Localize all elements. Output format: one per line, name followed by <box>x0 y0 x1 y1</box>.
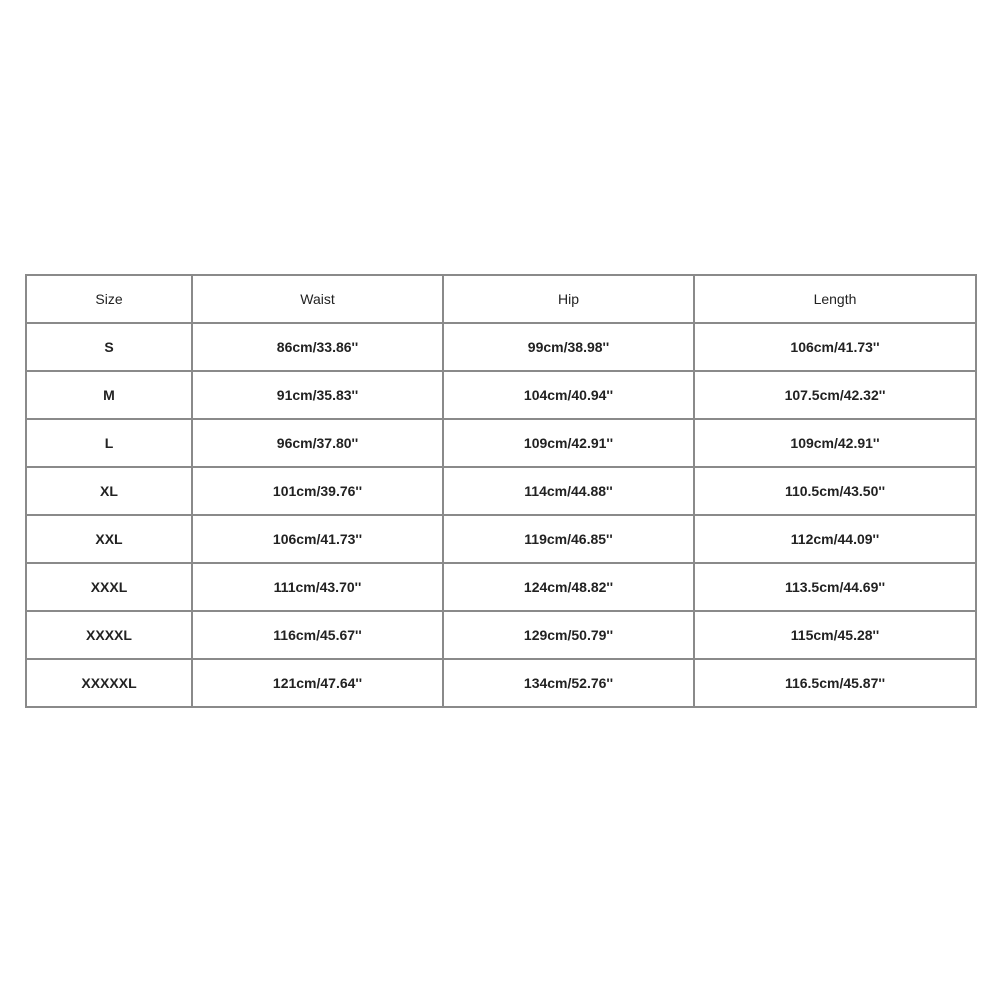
waist-cell: 121cm/47.64'' <box>192 659 443 707</box>
hip-cell: 124cm/48.82'' <box>443 563 694 611</box>
length-cell: 116.5cm/45.87'' <box>694 659 976 707</box>
header-size: Size <box>26 275 192 323</box>
header-length: Length <box>694 275 976 323</box>
table-row <box>26 659 976 707</box>
size-cell: XL <box>26 467 192 515</box>
hip-cell: 134cm/52.76'' <box>443 659 694 707</box>
table-row <box>26 611 976 659</box>
table-row <box>26 563 976 611</box>
waist-cell: 96cm/37.80'' <box>192 419 443 467</box>
size-cell: XXXL <box>26 563 192 611</box>
hip-cell: 104cm/40.94'' <box>443 371 694 419</box>
length-cell: 115cm/45.28'' <box>694 611 976 659</box>
waist-cell: 91cm/35.83'' <box>192 371 443 419</box>
size-cell: S <box>26 323 192 371</box>
hip-cell: 129cm/50.79'' <box>443 611 694 659</box>
size-chart-table <box>25 274 977 708</box>
table-row <box>26 419 976 467</box>
header-row <box>26 275 976 323</box>
size-cell: XXL <box>26 515 192 563</box>
table-row <box>26 323 976 371</box>
hip-cell: 114cm/44.88'' <box>443 467 694 515</box>
header-hip: Hip <box>443 275 694 323</box>
size-cell: L <box>26 419 192 467</box>
size-cell: XXXXXL <box>26 659 192 707</box>
table-row <box>26 371 976 419</box>
table-row <box>26 467 976 515</box>
size-cell: M <box>26 371 192 419</box>
size-cell: XXXXL <box>26 611 192 659</box>
header-waist: Waist <box>192 275 443 323</box>
waist-cell: 116cm/45.67'' <box>192 611 443 659</box>
waist-cell: 111cm/43.70'' <box>192 563 443 611</box>
length-cell: 113.5cm/44.69'' <box>694 563 976 611</box>
length-cell: 107.5cm/42.32'' <box>694 371 976 419</box>
length-cell: 109cm/42.91'' <box>694 419 976 467</box>
length-cell: 110.5cm/43.50'' <box>694 467 976 515</box>
length-cell: 112cm/44.09'' <box>694 515 976 563</box>
hip-cell: 109cm/42.91'' <box>443 419 694 467</box>
waist-cell: 101cm/39.76'' <box>192 467 443 515</box>
table-row <box>26 515 976 563</box>
length-cell: 106cm/41.73'' <box>694 323 976 371</box>
hip-cell: 119cm/46.85'' <box>443 515 694 563</box>
hip-cell: 99cm/38.98'' <box>443 323 694 371</box>
waist-cell: 106cm/41.73'' <box>192 515 443 563</box>
waist-cell: 86cm/33.86'' <box>192 323 443 371</box>
